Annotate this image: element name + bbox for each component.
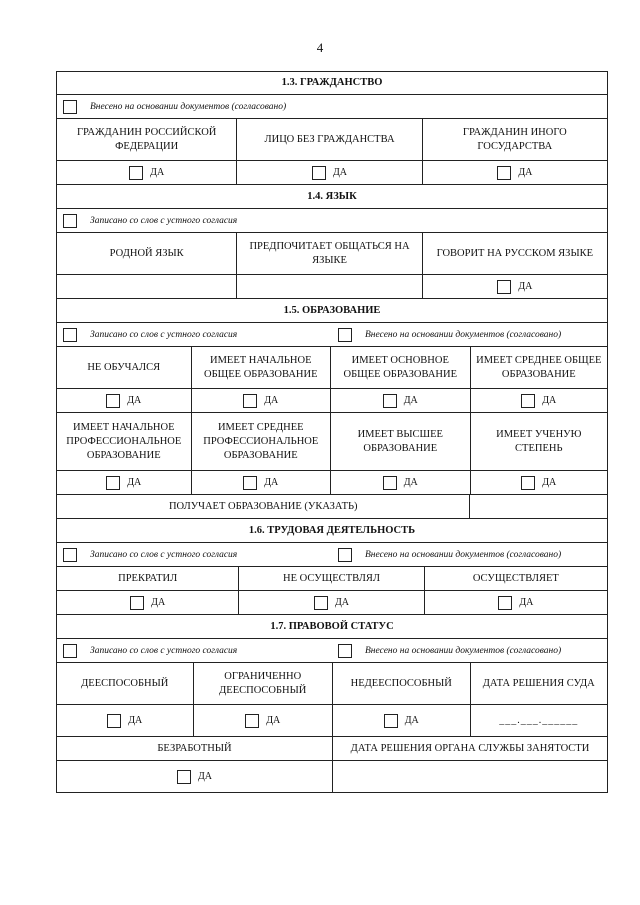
legal-yes-unemployed: [57, 761, 332, 792]
legal-limited-checkbox[interactable]: [245, 714, 259, 728]
yes-label: ДА: [403, 394, 418, 406]
legal-yes-row: [56, 705, 608, 737]
legal-yes-capable: [57, 705, 193, 736]
education-docs-checkbox[interactable]: [338, 328, 352, 342]
language-header-row: [56, 185, 608, 209]
education-yes-row-1: [56, 389, 608, 413]
legal-capable-checkbox[interactable]: [107, 714, 121, 728]
education-academic-degree-checkbox[interactable]: [521, 476, 535, 490]
language-oral-checkbox[interactable]: [63, 214, 77, 228]
language-note-row: [56, 209, 608, 233]
yes-label: ДА: [334, 596, 350, 608]
employment-options-row: [56, 567, 608, 591]
language-option-russian: ГОВОРИТ НА РУССКОМ ЯЗЫКЕ: [422, 233, 607, 274]
citizenship-yes-foreign: [422, 161, 607, 184]
employment-docs-checkbox[interactable]: [338, 548, 352, 562]
education-yes-secondary-professional: [191, 471, 331, 494]
legal-yes-incapable: [332, 705, 470, 736]
education-basic-general-checkbox[interactable]: [383, 394, 397, 408]
legal-oral-cell: [57, 639, 332, 662]
education-higher-checkbox[interactable]: [383, 476, 397, 490]
education-option-basic-general: ИМЕЕТ ОСНОВНОЕ ОБЩЕЕ ОБРАЗОВАНИЕ: [330, 347, 470, 388]
employment-header-row: [56, 519, 608, 543]
education-options-row-1: [56, 347, 608, 389]
legal-court-date-field[interactable]: [470, 705, 608, 736]
language-preferred-input[interactable]: [236, 275, 421, 298]
citizenship-foreign-checkbox[interactable]: [497, 166, 511, 180]
education-note-row: [56, 323, 608, 347]
yes-label: ДА: [151, 596, 166, 608]
citizenship-note-row: [56, 95, 608, 119]
personal-data-form: [56, 71, 608, 793]
legal-options-row: [56, 663, 608, 705]
employment-option-working: ОСУЩЕСТВЛЯЕТ: [424, 567, 607, 590]
education-option-primary-general: ИМЕЕТ НАЧАЛЬНОЕ ОБЩЕЕ ОБРАЗОВАНИЕ: [191, 347, 331, 388]
employment-stopped-checkbox[interactable]: [130, 596, 144, 610]
employment-option-never: НЕ ОСУЩЕСТВЛЯЛ: [238, 567, 423, 590]
education-option-secondary-professional: ИМЕЕТ СРЕДНЕЕ ПРОФЕССИОНАЛЬНОЕ ОБРАЗОВАНИЕ: [191, 413, 331, 470]
education-note-docs: Внесено на основании документов (согласовано): [365, 329, 562, 340]
employment-option-stopped: ПРЕКРАТИЛ: [118, 572, 178, 584]
yes-label: ДА: [542, 394, 557, 406]
citizenship-option-russian: ГРАЖДАНИН РОССИЙСКОЙ ФЕДЕРАЦИИ: [76, 126, 217, 152]
education-yes-none: [57, 389, 191, 412]
legal-incapable-checkbox[interactable]: [384, 714, 398, 728]
legal-option-limited: ОГРАНИЧЕННО ДЕЕСПОСОБНЫЙ: [193, 663, 333, 704]
yes-label: ДА: [264, 476, 279, 488]
education-yes-primary-professional: [57, 471, 191, 494]
citizenship-options-row: [56, 119, 608, 161]
citizenship-option-foreign: ГРАЖДАНИН ИНОГО ГОСУДАРСТВА: [422, 119, 607, 160]
citizenship-docs-checkbox[interactable]: [63, 100, 77, 114]
education-option-secondary-general: ИМЕЕТ СРЕДНЕЕ ОБЩЕЕ ОБРАЗОВАНИЕ: [470, 347, 608, 388]
education-primary-general-checkbox[interactable]: [243, 394, 257, 408]
education-receiving-label: ПОЛУЧАЕТ ОБРАЗОВАНИЕ (УКАЗАТЬ): [168, 500, 358, 512]
legal-unemployed-label: БЕЗРАБОТНЫЙ: [157, 742, 232, 754]
citizenship-option-stateless: ЛИЦО БЕЗ ГРАЖДАНСТВА: [236, 119, 421, 160]
legal-title: 1.7. ПРАВОВОЙ СТАТУС: [270, 620, 394, 632]
citizenship-stateless-checkbox[interactable]: [312, 166, 326, 180]
employment-yes-stopped: [57, 591, 238, 614]
language-answer-row: [56, 275, 608, 299]
language-note: Записано со слов с устного согласия: [90, 215, 238, 226]
yes-label: ДА: [332, 166, 348, 178]
legal-note-oral: Записано со слов с устного согласия: [90, 645, 238, 656]
legal-note-row: [56, 639, 608, 663]
employment-yes-working: [424, 591, 607, 614]
language-options-row: [56, 233, 608, 275]
legal-note-docs: Внесено на основании документов (согласовано): [365, 645, 562, 656]
language-option-native: РОДНОЙ ЯЗЫК: [109, 247, 184, 259]
yes-label: ДА: [518, 280, 533, 292]
legal-unemployed-row: [56, 737, 608, 761]
legal-header-row: [56, 615, 608, 639]
court-date-placeholder: ___.___.______: [499, 714, 579, 726]
legal-oral-checkbox[interactable]: [63, 644, 77, 658]
employment-title: 1.6. ТРУДОВАЯ ДЕЯТЕЛЬНОСТЬ: [248, 524, 416, 536]
employment-oral-cell: [57, 543, 332, 566]
legal-option-incapable: НЕДЕЕСПОСОБНЫЙ: [332, 663, 470, 704]
employment-note-row: [56, 543, 608, 567]
education-yes-higher: [330, 471, 470, 494]
citizenship-yes-russian: [57, 161, 236, 184]
employment-yes-row: [56, 591, 608, 615]
education-oral-cell: [57, 323, 332, 346]
yes-label: ДА: [266, 714, 281, 726]
yes-label: ДА: [127, 394, 142, 406]
education-none-checkbox[interactable]: [106, 394, 120, 408]
language-yes-russian: [422, 275, 607, 298]
legal-option-capable: ДЕЕСПОСОБНЫЙ: [81, 677, 169, 689]
page-number: 4: [316, 40, 324, 55]
legal-option-court-date: ДАТА РЕШЕНИЯ СУДА: [470, 663, 608, 704]
citizenship-russian-checkbox[interactable]: [129, 166, 143, 180]
citizenship-title: 1.3. ГРАЖДАНСТВО: [281, 77, 383, 88]
legal-docs-checkbox[interactable]: [338, 644, 352, 658]
employment-never-checkbox[interactable]: [314, 596, 328, 610]
education-secondary-professional-checkbox[interactable]: [243, 476, 257, 490]
yes-label: ДА: [404, 714, 419, 726]
legal-employment-service-date-input[interactable]: [332, 761, 607, 792]
yes-label: ДА: [127, 476, 142, 488]
yes-label: ДА: [197, 770, 213, 782]
language-option-preferred: ПРЕДПОЧИТАЕТ ОБЩАТЬСЯ НА ЯЗЫКЕ: [236, 233, 421, 274]
employment-yes-never: [238, 591, 423, 614]
yes-label: ДА: [128, 714, 143, 726]
employment-docs-cell: [332, 543, 607, 566]
education-option-primary-professional: ИМЕЕТ НАЧАЛЬНОЕ ПРОФЕССИОНАЛЬНОЕ ОБРАЗОВАНИЕ: [66, 421, 182, 461]
legal-docs-cell: [332, 639, 607, 662]
education-oral-checkbox[interactable]: [63, 328, 77, 342]
yes-label: ДА: [542, 476, 557, 488]
education-options-row-2: [56, 413, 608, 471]
education-option-academic-degree: ИМЕЕТ УЧЕНУЮ СТЕПЕНЬ: [470, 413, 608, 470]
education-yes-basic-general: [330, 389, 470, 412]
citizenship-yes-row: [56, 161, 608, 185]
language-note-cell: [57, 209, 607, 232]
language-native-input[interactable]: [57, 275, 236, 298]
education-option-higher: ИМЕЕТ ВЫСШЕЕ ОБРАЗОВАНИЕ: [330, 413, 470, 470]
employment-oral-checkbox[interactable]: [63, 548, 77, 562]
yes-label: ДА: [403, 476, 418, 488]
language-title: 1.4. ЯЗЫК: [307, 190, 357, 202]
education-primary-professional-checkbox[interactable]: [106, 476, 120, 490]
education-secondary-general-checkbox[interactable]: [521, 394, 535, 408]
language-russian-checkbox[interactable]: [497, 280, 511, 294]
education-yes-secondary-general: [470, 389, 608, 412]
employment-note-docs: Внесено на основании документов (согласовано): [365, 549, 562, 560]
education-option-none: НЕ ОБУЧАЛСЯ: [87, 361, 161, 373]
education-yes-row-2: [56, 471, 608, 495]
yes-label: ДА: [264, 394, 279, 406]
legal-unemployed-checkbox[interactable]: [177, 770, 191, 784]
legal-unemployed-yes-row: [56, 761, 608, 793]
employment-working-checkbox[interactable]: [498, 596, 512, 610]
education-yes-primary-general: [191, 389, 331, 412]
legal-yes-limited: [193, 705, 333, 736]
education-receiving-input[interactable]: [469, 495, 607, 518]
legal-employment-service-date-label: ДАТА РЕШЕНИЯ ОРГАНА СЛУЖБЫ ЗАНЯТОСТИ: [332, 737, 607, 760]
education-title: 1.5. ОБРАЗОВАНИЕ: [283, 304, 381, 316]
yes-label: ДА: [519, 596, 534, 608]
education-docs-cell: [332, 323, 607, 346]
citizenship-note: Внесено на основании документов (согласовано): [90, 101, 287, 112]
citizenship-note-cell: [57, 95, 607, 118]
yes-label: ДА: [518, 166, 533, 178]
education-yes-academic-degree: [470, 471, 608, 494]
citizenship-yes-stateless: [236, 161, 421, 184]
education-receiving-row: [56, 495, 608, 519]
education-header-row: [56, 299, 608, 323]
citizenship-header-row: [56, 71, 608, 95]
employment-note-oral: Записано со слов с устного согласия: [90, 549, 238, 560]
yes-label: ДА: [150, 166, 165, 178]
education-note-oral: Записано со слов с устного согласия: [90, 329, 238, 340]
